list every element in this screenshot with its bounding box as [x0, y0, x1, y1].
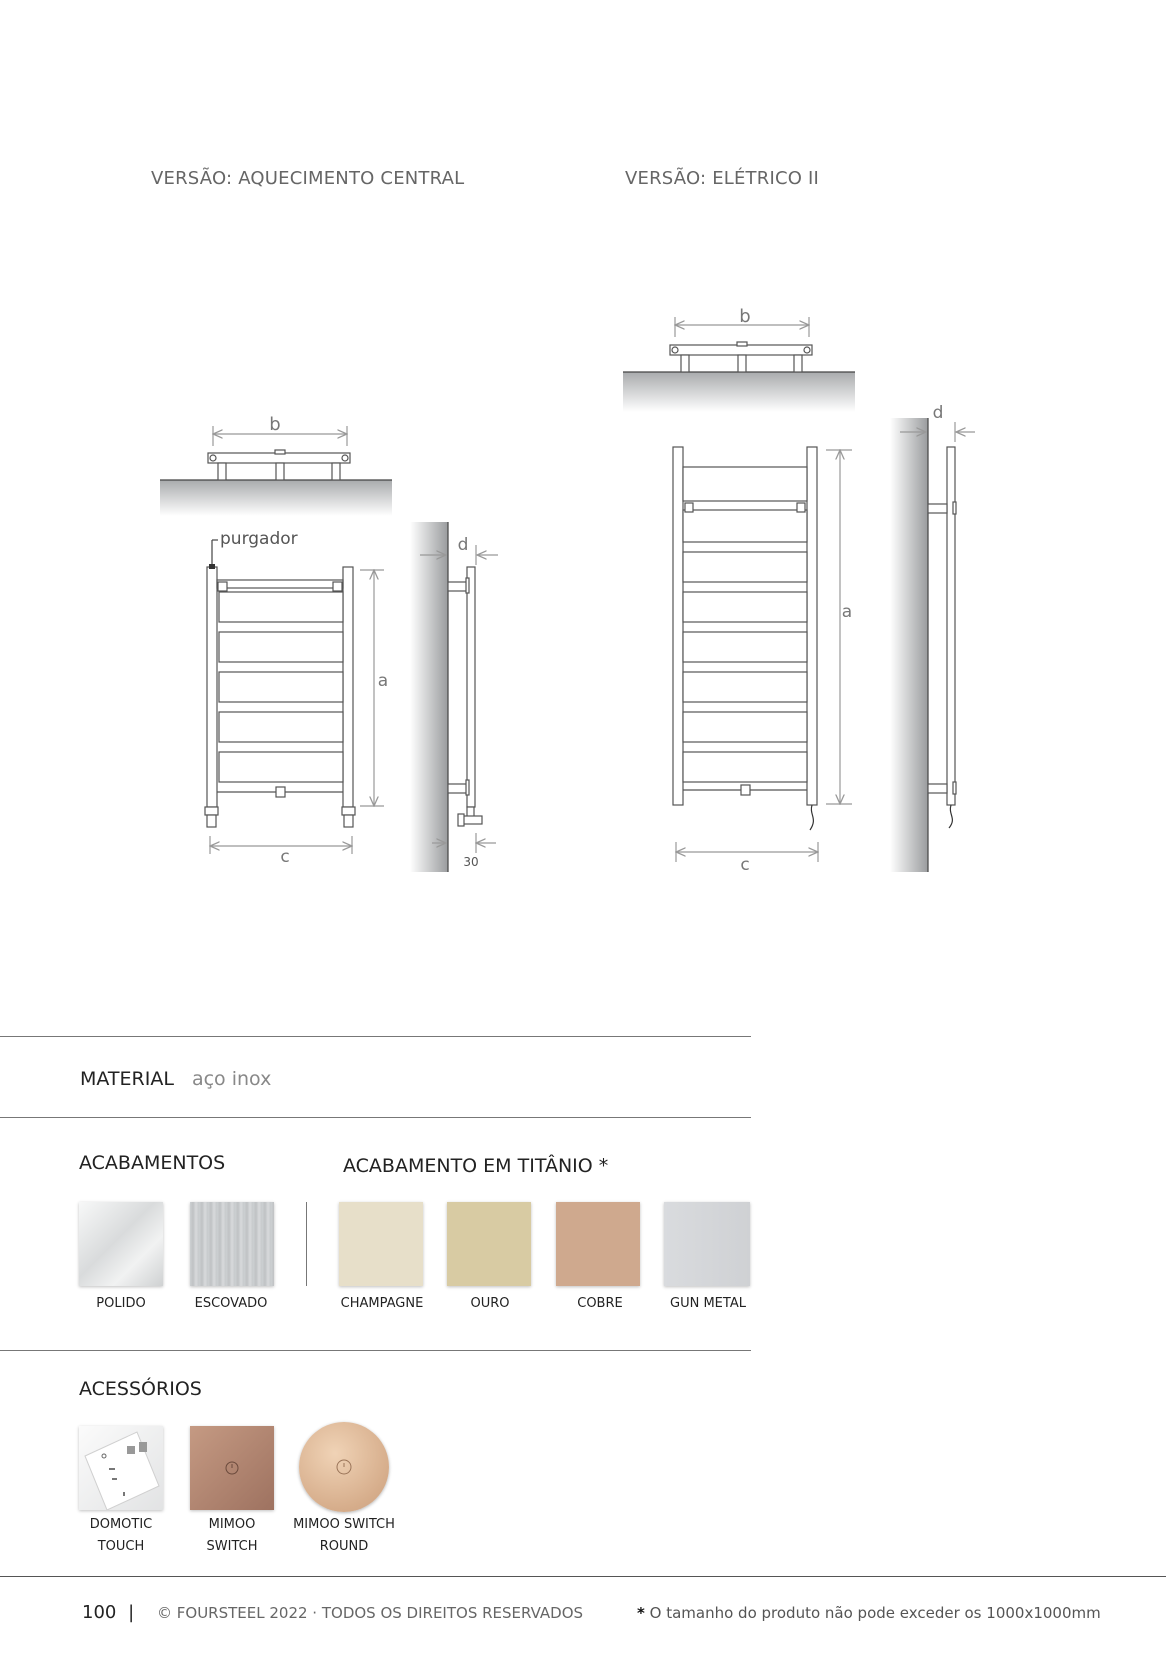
label-polido: POLIDO [96, 1296, 146, 1311]
label-mimoo-switch-round [284, 1514, 404, 1558]
dim-30-label: 30 [463, 855, 479, 869]
central-b-label: b [269, 414, 281, 435]
power-round-icon [299, 1422, 389, 1512]
divider-footer [0, 1576, 1166, 1577]
central-c-label: c [280, 847, 290, 867]
divider-finishes [0, 1350, 751, 1351]
central-d-label: d [457, 535, 469, 555]
electric-a-label: a [841, 602, 853, 622]
version-central-title: VERSÃO: AQUECIMENTO CENTRAL [151, 168, 465, 189]
mimoo-round-line1: MIMOO SWITCH [293, 1517, 395, 1532]
material-value: aço inox [191, 1068, 272, 1090]
label-ouro: OURO [470, 1296, 510, 1311]
titanium-title: ACABAMENTO EM TITÂNIO * [343, 1155, 609, 1177]
mimoo-round-line2: ROUND [319, 1539, 369, 1554]
label-domotic-touch [61, 1514, 181, 1558]
swatch-polido [79, 1202, 163, 1286]
label-gun-metal: GUN METAL [670, 1296, 746, 1311]
divider-material [0, 1117, 751, 1118]
swatch-escovado [190, 1202, 274, 1286]
domotic-touch-image [79, 1426, 163, 1510]
finishes-title: ACABAMENTOS [79, 1152, 226, 1174]
swatch-gun-metal [664, 1202, 750, 1286]
label-champagne: CHAMPAGNE [340, 1296, 424, 1311]
domotic-line1: DOMOTIC [89, 1517, 153, 1532]
size-note-star: * [637, 1604, 645, 1622]
divider-top [0, 1036, 751, 1037]
domotic-panel-icon [79, 1426, 163, 1510]
mimoo-switch-round-image [299, 1422, 389, 1512]
material-row [80, 1068, 271, 1090]
version-electric-title: VERSÃO: ELÉTRICO II [625, 168, 820, 189]
size-note [637, 1604, 1101, 1622]
accessories-title: ACESSÓRIOS [79, 1378, 202, 1400]
central-heating-drawing [160, 426, 498, 872]
label-escovado: ESCOVADO [194, 1296, 268, 1311]
mimoo-line1: MIMOO [208, 1517, 256, 1532]
mimoo-line2: SWITCH [206, 1539, 258, 1554]
electric-d-label: d [932, 403, 944, 423]
domotic-line2: TOUCH [97, 1539, 145, 1554]
page-number [82, 1602, 134, 1623]
swatch-cobre [556, 1202, 640, 1286]
swatch-ouro [447, 1202, 531, 1286]
swatch-champagne [339, 1202, 423, 1286]
material-label: MATERIAL [80, 1068, 174, 1090]
electric-c-label: c [740, 855, 750, 875]
size-note-text: O tamanho do produto não pode exceder os 1000x1000mm [649, 1604, 1101, 1622]
mimoo-switch-image [190, 1426, 274, 1510]
label-cobre: COBRE [577, 1296, 623, 1311]
page-separator: | [128, 1602, 135, 1623]
electric-drawing [623, 317, 975, 872]
page-number-value: 100 [82, 1602, 117, 1623]
electric-b-label: b [739, 306, 751, 327]
copyright: © FOURSTEEL 2022 · TODOS OS DIREITOS RESERVADOS [157, 1604, 584, 1622]
purgador-label: purgador [220, 529, 298, 549]
central-a-label: a [377, 671, 389, 691]
label-mimoo-switch [172, 1514, 292, 1558]
power-icon [190, 1426, 274, 1510]
finishes-separator [306, 1202, 307, 1286]
